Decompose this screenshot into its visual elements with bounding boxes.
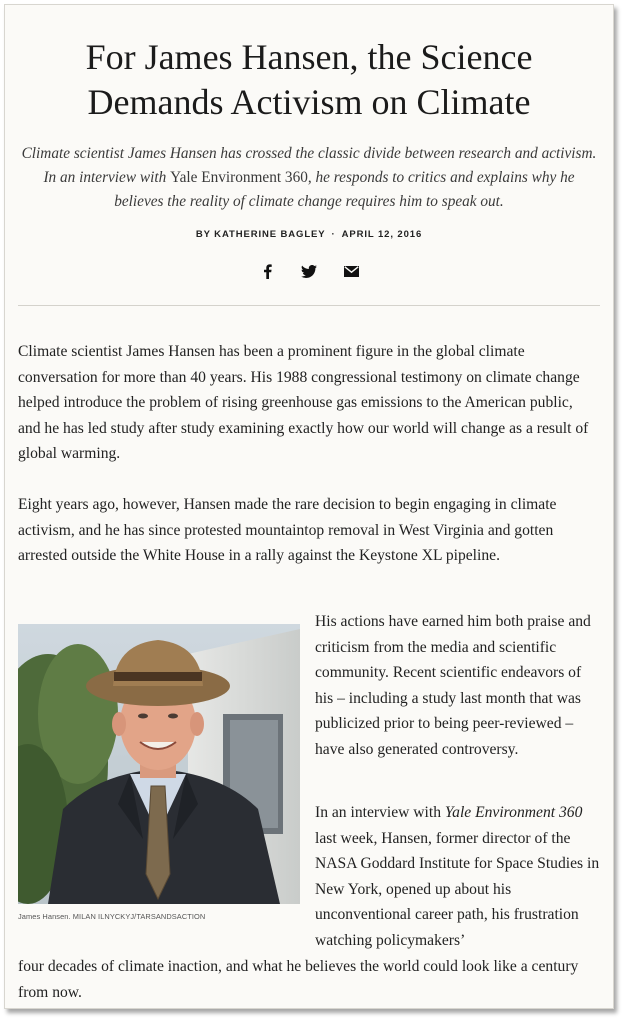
author-link[interactable]: BY KATHERINE BAGLEY — [195, 229, 326, 240]
article-card — [4, 4, 614, 1009]
publish-date: APRIL 12, 2016 — [341, 229, 423, 240]
paragraph-4-publication: Yale Environment 360 — [444, 804, 583, 821]
paragraph-1: Climate scientist James Hansen has been a prominent figure in the global climate conversation for more than 40 years. His 1988 congressional testimony on climate change helped introduce the problem of rising greenhouse gas emissions to the American public, and he has led study after study examining exactly how our world will change as a result of global warming. — [18, 343, 589, 462]
paragraph-3: His actions have earned him both praise and criticism from the media and scientific community. Recent scientific endeavors of his – including a study last month that was publicized prior to being peer-reviewed – have also generated controversy. — [315, 613, 591, 758]
article-dek — [19, 142, 599, 214]
article-title — [5, 35, 613, 125]
paragraph-4 — [315, 800, 600, 953]
byline-separator: · — [331, 229, 336, 240]
byline — [5, 229, 613, 240]
twitter-icon[interactable] — [300, 261, 318, 281]
dek-text-1: Climate scientist James Hansen has crossed the classic divide between research and activism. In an interview with — [21, 145, 597, 186]
email-icon[interactable] — [342, 261, 360, 281]
paragraph-4-continued: four decades of climate inaction, and what he believes the world could look like a century from now. — [18, 958, 579, 1001]
share-bar — [5, 261, 613, 281]
hansen-photo — [18, 624, 300, 904]
dek-publication: Yale Environment 360, — [170, 169, 312, 186]
facebook-icon[interactable] — [258, 261, 276, 281]
photo-caption: James Hansen. MILAN ILNYCKYJ/TARSANDSACTION — [18, 912, 206, 921]
title-line-1: For James Hansen, the Science — [85, 37, 533, 77]
paragraph-2: Eight years ago, however, Hansen made the rare decision to begin engaging in climate activism, and he has since protested mountaintop removal in West Virginia and gotten arrested outside the White House in a rally against the Keystone XL pipeline. — [18, 496, 557, 564]
paragraph-4-text-2: last week, Hansen, former director of the NASA Goddard Institute for Space Studies in New York, opened up about his unconventional career path, his frustration watching policymakers’ — [315, 829, 600, 949]
title-line-2: Demands Activism on Climate — [87, 82, 531, 122]
paragraph-4-text-1: In an interview with — [315, 804, 445, 821]
dek-text-2: he responds to critics and explains why he believes the reality of climate change requires him to speak out. — [114, 169, 575, 210]
header-divider — [18, 305, 600, 306]
